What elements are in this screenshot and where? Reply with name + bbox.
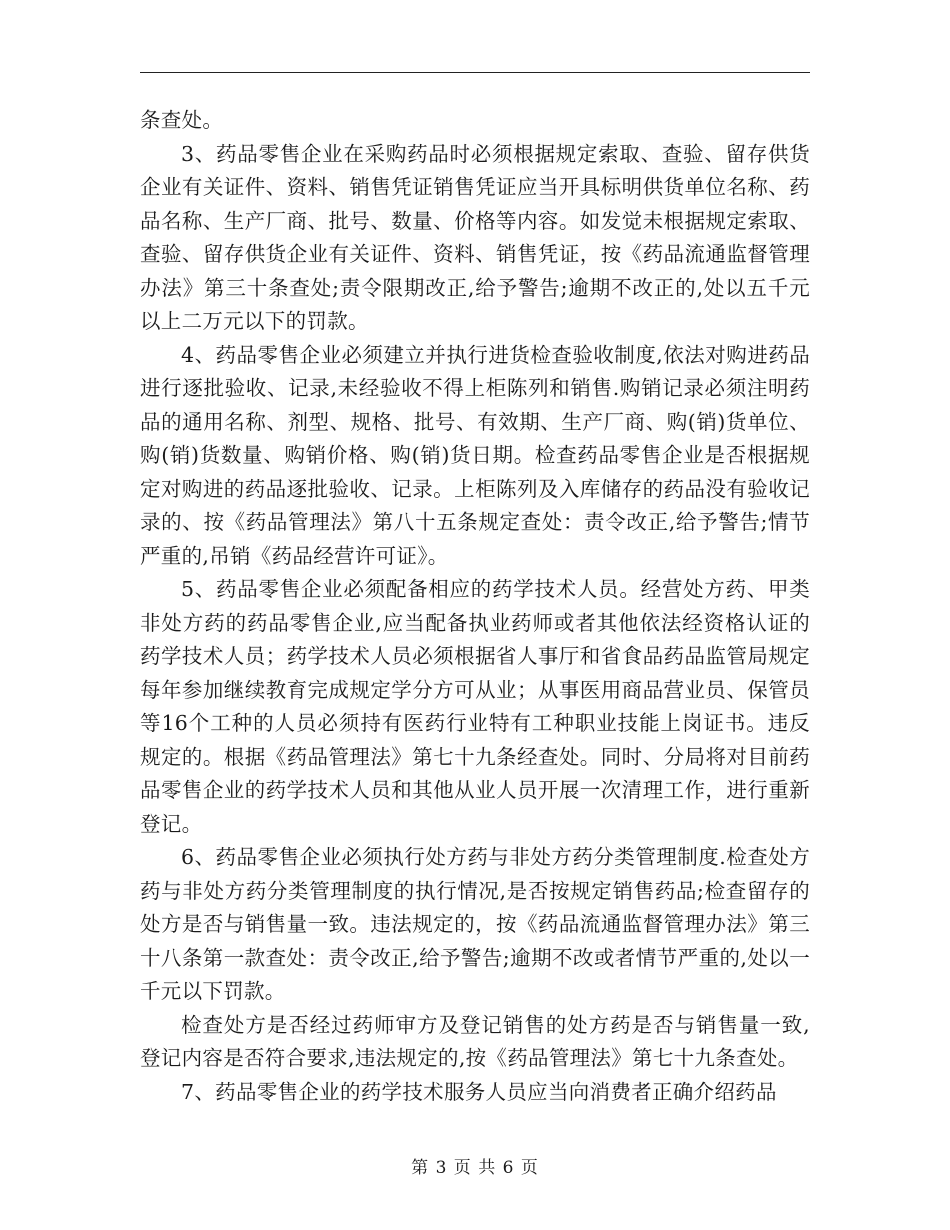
paragraph-item-6: 6、药品零售企业必须执行处方药与非处方药分类管理制度.检查处方药与非处方药分类管理制度的执行情况,是否按规定销售药品;检查留存的处方是否与销售量一致。违法规定的，按《药品流通监督管理办法》第三十八条第一款查处：责令改正,给予警告;逾期不改或者情节严重的,处以一千元以下罚款。 [140, 845, 810, 1003]
header-rule [140, 72, 810, 73]
paragraph-item-7: 7、药品零售企业的药学技术服务人员应当向消费者正确介绍药品 [181, 1079, 777, 1104]
paragraph-item-4: 4、药品零售企业必须建立并执行进货检查验收制度,依法对购进药品进行逐批验收、记录,未经验收不得上柜陈列和销售.购销记录必须注明药品的通用名称、剂型、规格、批号、有效期、生产厂商、购(销)货单位、购(销)货数量、购销价格、购(销)货日期。检查药品零售企业是否根据规定对购进的药品逐批验收、记录。上柜陈列及入库储存的药品没有验收记录的、按《药品管理法》第八十五条规定查处：责令改正,给予警告;情节严重的,吊销《药品经营许可证》。 [140, 342, 810, 568]
page-number: 第 3 页 共 6 页 [411, 1158, 539, 1178]
paragraph-item-3: 3、药品零售企业在采购药品时必须根据规定索取、查验、留存供货企业有关证件、资料、销售凭证销售凭证应当开具标明供货单位名称、药品名称、生产厂商、批号、数量、价格等内容。如发觉未根据规定索取、查验、留存供货企业有关证件、资料、销售凭证，按《药品流通监督管理办法》第三十条查处;责令限期改正,给予警告;逾期不改正的,处以五千元以上二万元以下的罚款。 [140, 141, 810, 333]
paragraph-item-5: 5、药品零售企业必须配备相应的药学技术人员。经营处方药、甲类非处方药的药品零售企业,应当配备执业药师或者其他依法经资格认证的药学技术人员；药学技术人员必须根据省人事厅和省食品药品监管局规定每年参加继续教育完成规定学分方可从业；从事医用商品营业员、保管员等16个工种的人员必须持有医药行业特有工种职业技能上岗证书。违反规定的。根据《药品管理法》第七十九条经查处。同时、分局将对目前药品零售企业的药学技术人员和其他从业人员开展一次清理工作，进行重新登记。 [140, 577, 810, 836]
paragraph-continuation: 条查处。 [140, 108, 224, 132]
paragraph-prescription-check: 检查处方是否经过药师审方及登记销售的处方药是否与销售量一致,登记内容是否符合要求,违法规定的,按《药品管理法》第七十九条查处。 [140, 1012, 810, 1070]
document-body [140, 104, 810, 1109]
